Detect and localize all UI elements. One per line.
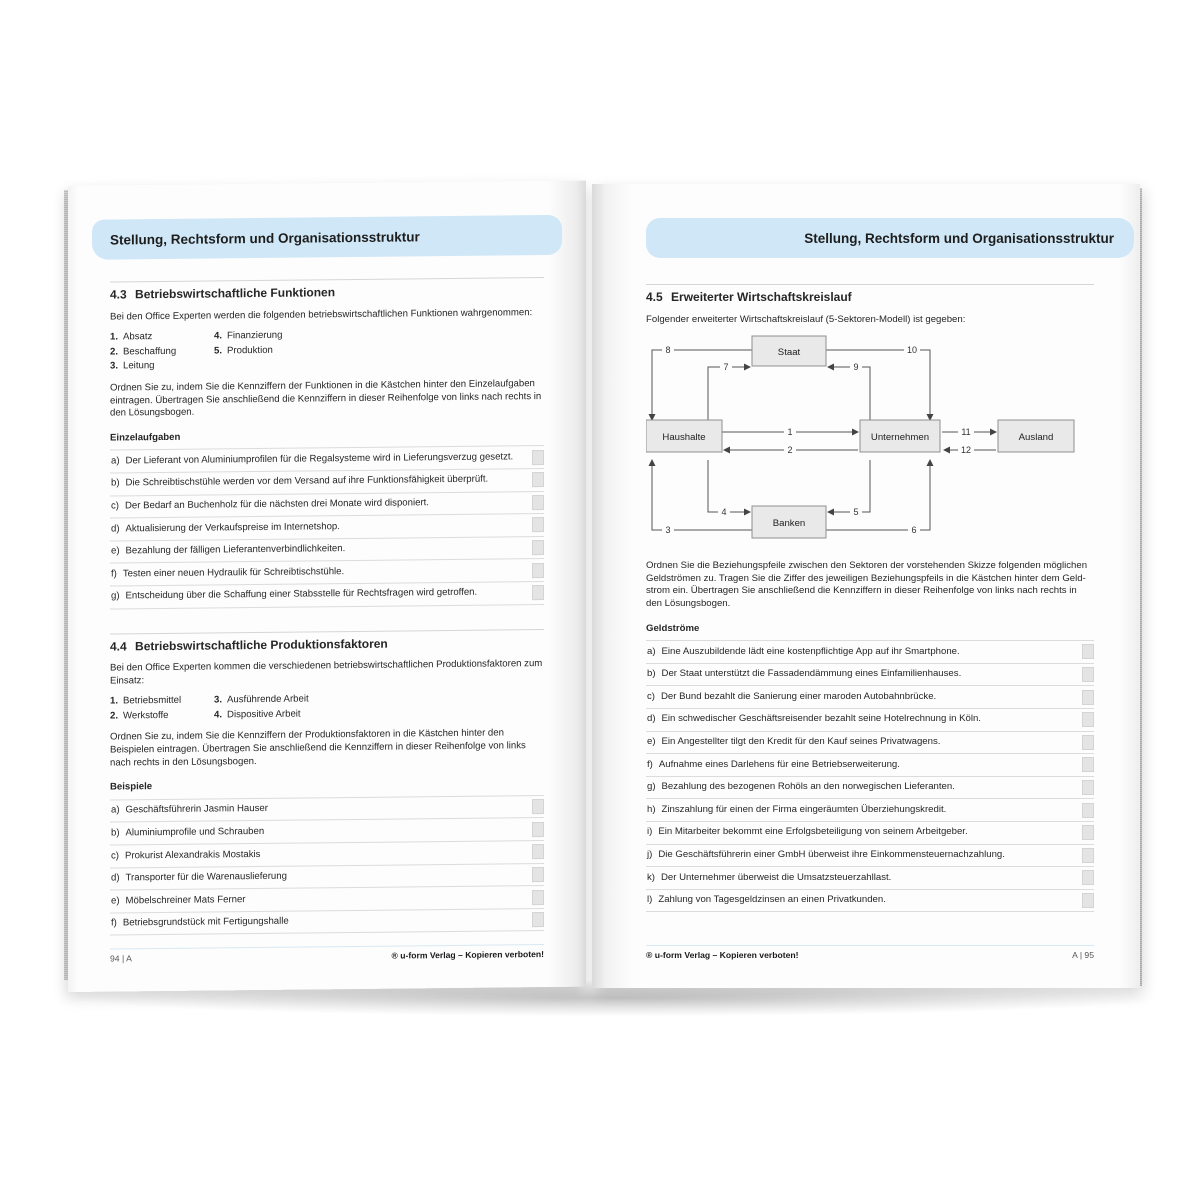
page-number-right: A | 95 [1072,950,1094,960]
copyright-text: ® u-form Verlag – Kopieren verboten! [646,950,799,960]
answer-box[interactable] [532,450,544,465]
row-letter: f) [647,758,653,770]
subheading: Beispiele [110,781,153,793]
right-page [592,184,1140,988]
table-row [646,799,1094,822]
list-item [110,345,214,359]
node-label: Haushalte [662,432,706,444]
table-row [646,845,1094,868]
row-letter: f) [111,568,117,580]
section-instruction: Ordnen Sie zu, indem Sie die Kennziffern der Produktionsfaktoren in die Kästchen hinter den Beispielen eintragen. Übertragen Sie anschließend die Kennziffern in dieser Reihenfolge von links nach rechts in den Lösungsbogen. [110,727,526,769]
row-text: Der Bund bezahlt die Sanierung einer maroden Autobahnbrücke. [661,690,937,702]
list-text: Dispositive Arbeit [227,708,301,721]
answer-box[interactable] [1082,690,1094,705]
list-item [214,343,414,358]
section-number: 4.4 [110,638,127,654]
copyright-right [646,950,798,960]
row-letter: i) [647,826,653,838]
answer-box[interactable] [532,912,544,927]
list-text: Produktion [227,344,273,357]
page-number-left: 94 | A [110,953,132,964]
list-number: 4. [214,330,223,342]
label-7: 7 [723,362,729,373]
row-text: Aluminiumprofile und Schrauben [125,825,265,839]
row-text: Prokurist Alexandrakis Mostakis [125,848,261,861]
answer-box[interactable] [1082,757,1094,772]
table-row [646,641,1094,664]
economic-cycle-diagram [646,334,1094,544]
row-letter: d) [647,713,656,725]
table-row [110,909,544,936]
answer-box[interactable] [1082,893,1094,908]
list-text: Finanzierung [227,329,283,342]
answer-box[interactable] [1082,712,1094,727]
label-12: 12 [960,445,972,456]
functions-list [110,327,544,373]
row-letter: b) [111,477,120,489]
section-instruction: Ordnen Sie die Beziehungspfeile zwischen den Sektoren der vorstehenden Skizze folgenden möglichen Geldströmen zu. Tragen Sie die Ziffer des jeweiligen Beziehungspfeils in die Kästchen hinter dem Geld-strom ein. Übertragen Sie anschließend die Kennziffern in dieser Reihenfolge von links nach rechts in den Lösungsbogen. [646,560,1088,609]
left-page [68,181,586,992]
answer-box[interactable] [1082,848,1094,863]
row-text: Möbelschreiner Mats Ferner [125,893,246,907]
row-text: Eine Auszubildende lädt eine kostenpflichtige App auf ihr Smartphone. [661,645,960,657]
row-text: Ein Mitarbeiter bekommt eine Erfolgsbeteiligung von seinem Arbeitgeber. [658,826,968,838]
row-letter: d) [111,523,120,535]
answer-box[interactable] [532,799,544,814]
row-text: Aktualisierung der Verkaufspreise im Internetshop. [125,520,340,535]
table-row [646,754,1094,777]
section-title-4-3 [110,277,544,311]
table-row [646,867,1094,890]
row-letter: c) [111,849,119,862]
row-letter: b) [111,827,120,839]
answer-box[interactable] [1082,825,1094,840]
row-text: Ein schwedischer Geschäftsreisender bezahlt seine Hotelrechnung in Köln. [661,713,981,725]
section-intro: Bei den Office Experten kommen die verschiedenen betriebswirtschaftlichen Produktionsfaktoren zum Einsatz: [110,658,543,687]
section-instruction: Ordnen Sie zu, indem Sie die Kennziffern der Funktionen in die Kästchen hinter den Einzelaufgaben eintragen. Übertragen Sie anschließend die Kennziffern in dieser Reihenfolge von links nach rechts in den Lösungsbogen. [110,378,542,419]
row-letter: j) [647,849,653,860]
subheading: Geldströme [646,622,700,634]
row-text: Entscheidung über die Schaffung einer Stabsstelle für Rechtsfragen wird getroffen. [125,587,478,602]
footer-rule [646,945,1094,946]
arrow-4 [708,460,750,512]
row-letter: g) [111,590,120,602]
row-letter: b) [647,668,656,680]
answer-box[interactable] [1082,735,1094,750]
row-letter: k) [647,871,655,883]
section-number: 4.5 [646,290,663,304]
answer-box[interactable] [532,585,544,600]
row-text: Der Staat unterstützt die Fassadendämmung eines Einfamilienhauses. [661,668,962,680]
running-head-left: Stellung, Rechtsform und Organisationsstruktur [92,215,562,260]
list-text: Beschaffung [123,345,177,358]
label-8: 8 [665,345,671,356]
list-text: Werkstoffe [123,709,169,722]
answer-box[interactable] [1082,667,1094,682]
row-letter: a) [111,455,120,467]
list-number: 5. [214,345,223,357]
row-letter: a) [647,645,656,657]
list-item [110,331,214,345]
list-number: 1. [110,695,119,707]
row-text: Der Lieferant von Aluminiumprofilen für die Regalsysteme wird in Lieferungsverzug gesetzt. [125,451,514,467]
answer-box[interactable] [532,540,544,555]
arrow-5 [828,460,870,512]
row-text: Bezahlung der fälligen Lieferantenverbindlichkeiten. [125,543,346,557]
arrow-8 [652,350,752,420]
label-5: 5 [853,507,859,518]
list-number: 4. [214,709,223,721]
row-letter: h) [647,803,656,815]
section-title-4-4 [110,629,544,663]
row-text: Transporter für die Warenauslieferung [125,870,287,884]
arrow-9 [828,367,870,420]
answer-box[interactable] [532,563,544,578]
row-letter: e) [111,895,120,907]
answer-box[interactable] [532,822,544,837]
node-label: Ausland [1018,432,1054,444]
answer-box[interactable] [1082,803,1094,818]
task-rows-4-3 [110,445,544,609]
arrow-7 [708,367,750,420]
list-number: 2. [110,346,119,358]
list-number: 1. [110,331,119,343]
label-10: 10 [906,345,918,356]
row-text: Die Schreibtischstühle werden vor dem Versand auf ihre Funktionsfähigkeit überprüft. [125,474,489,489]
row-text: Zinszahlung für einen der Firma eingeräumten Überziehungskredit. [661,803,947,815]
row-letter: f) [111,917,117,929]
list-text: Ausführende Arbeit [227,693,309,706]
row-text: Betriebsgrundstück mit Fertigungshalle [122,916,289,929]
factors-list [110,691,544,723]
list-text: Absatz [123,331,153,343]
table-row [646,777,1094,800]
list-item [214,693,414,708]
node-ausland [998,420,1074,452]
label-9: 9 [853,362,859,373]
table-row [646,709,1094,732]
node-haushalte [646,420,722,452]
money-flow-rows [646,640,1094,912]
copyright-left [392,949,544,961]
task-rows-4-4 [110,795,544,936]
row-letter: c) [647,690,655,702]
table-row [646,890,1094,913]
cycle-svg [646,334,1094,544]
arrow-10 [826,350,930,420]
row-text: Bezahlung des bezogenen Rohöls an den norwegischen Lieferanten. [661,781,955,793]
node-label: Staat [777,347,801,359]
left-content [110,277,544,936]
answer-box[interactable] [532,495,544,510]
row-text: Testen einer neuen Hydraulik für Schreibtischstühle. [122,565,345,580]
label-3: 3 [665,525,671,536]
label-1: 1 [787,427,793,438]
list-number: 2. [110,710,119,722]
section-heading: Betriebswirtschaftliche Funktionen [135,285,336,302]
row-text: Geschäftsführerin Jasmin Hauser [125,803,268,816]
answer-box[interactable] [532,867,544,882]
row-letter: d) [111,872,120,884]
row-text: Zahlung von Tagesgeldzinsen an einen Privatkunden. [658,894,886,906]
node-unternehmen [860,420,940,452]
list-item [214,329,414,344]
list-text: Betriebsmittel [123,695,182,707]
right-content [646,284,1094,912]
list-item [110,360,214,374]
row-letter: g) [647,781,656,793]
label-2: 2 [787,445,793,456]
row-text: Der Bedarf an Buchenholz für die nächsten drei Monate wird disponiert. [125,497,429,512]
arrow-3 [652,460,752,530]
section-intro: Folgender erweiterter Wirtschaftskreislauf (5-Sektoren-Modell) ist gegeben: [646,313,966,325]
list-number: 3. [110,360,119,372]
row-text: Aufnahme eines Darlehens für eine Betriebserweiterung. [658,758,900,770]
table-row [646,664,1094,687]
answer-box[interactable] [532,844,544,859]
section-number: 4.3 [110,287,127,302]
node-banken [752,506,826,538]
list-number: 3. [214,694,223,706]
node-label: Banken [772,518,806,530]
table-row [646,732,1094,755]
row-letter: a) [111,804,120,816]
row-text: Die Geschäftsführerin einer GmbH überweist ihre Einkommensteuernachzahlung. [658,849,1005,860]
section-intro: Bei den Office Experten werden die folgenden betriebswirtschaftlichen Funktionen wahrgenommen: [110,306,533,323]
answer-box[interactable] [532,472,544,487]
arrow-6 [826,460,930,530]
label-4: 4 [721,507,727,518]
table-row [646,822,1094,845]
row-letter: e) [647,736,656,748]
row-letter: l) [647,894,653,906]
node-staat [752,336,826,366]
table-row [646,686,1094,709]
list-text: Leitung [123,360,155,372]
node-label: Unternehmen [870,432,930,444]
section-heading: Betriebswirtschaftliche Produktionsfaktoren [135,636,388,653]
row-letter: e) [111,545,120,557]
row-letter: c) [111,500,119,512]
section-heading: Erweiterter Wirtschaftskreislauf [671,290,852,304]
running-head-right: Stellung, Rechtsform und Organisationsstruktur [646,218,1134,258]
row-text: Ein Angestellter tilgt den Kredit für den Kauf seines Privatwagens. [661,736,941,748]
answer-box[interactable] [1082,870,1094,885]
list-item [110,695,214,709]
subheading: Einzelaufgaben [110,431,181,444]
answer-box[interactable] [532,517,544,532]
row-text: Der Unternehmer überweist die Umsatzsteuerzahllast. [661,871,892,883]
answer-box[interactable] [1082,644,1094,659]
answer-box[interactable] [532,890,544,905]
section-title-4-5 [646,284,1094,314]
label-11: 11 [961,427,971,438]
label-6: 6 [911,525,917,536]
answer-box[interactable] [1082,780,1094,795]
list-item [214,707,414,722]
list-item [110,709,214,723]
copyright-text: ® u-form Verlag – Kopieren verboten! [391,949,544,961]
